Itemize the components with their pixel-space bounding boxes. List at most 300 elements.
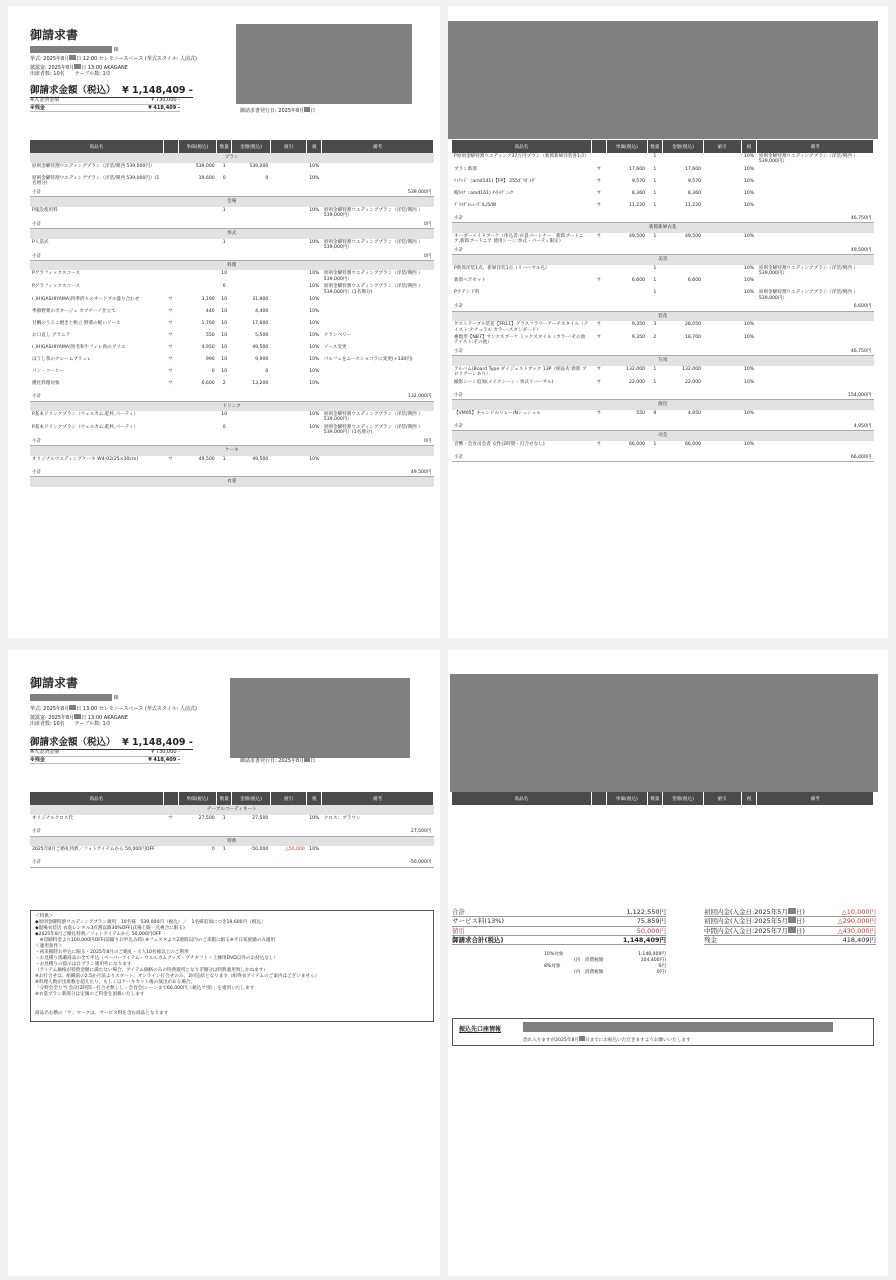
section-header-row	[30, 401, 434, 411]
service-mark: サ	[596, 335, 602, 341]
column-header	[591, 792, 607, 805]
remarks	[322, 320, 434, 332]
item-name: 【VM05】キャンドルリレー/Nシュシュル	[454, 410, 541, 416]
remarks	[757, 233, 874, 246]
section-name: 装花	[452, 311, 874, 321]
section-header-row	[452, 311, 874, 321]
quantity: 1	[222, 816, 226, 821]
subtotal-row	[30, 188, 434, 197]
reception-line: 披露宴: 2025年8月 日 13:00 AKAGANE	[30, 715, 128, 721]
section-name: 写真	[452, 356, 874, 366]
table-row	[452, 178, 874, 190]
unit-price: 9,570	[631, 178, 646, 184]
subtotal-row	[30, 827, 434, 836]
remarks: クロス：ブラウン	[323, 816, 361, 821]
discount	[270, 456, 306, 468]
column-header: 数量	[647, 140, 663, 153]
header-redaction	[450, 674, 878, 792]
quantity: 1	[653, 166, 657, 172]
subtotal-label: 小計	[30, 251, 163, 260]
discount	[270, 356, 306, 368]
section-name: 挙式	[30, 229, 434, 239]
item-name: ブラン新郎	[454, 166, 477, 172]
column-header: 商品名	[452, 140, 591, 153]
quantity: 1	[653, 178, 657, 184]
tax-rate: 10%	[309, 412, 320, 418]
tax-rate: 10%	[743, 190, 755, 196]
service-mark	[163, 163, 178, 175]
section-header-row	[30, 805, 434, 815]
service-mark: サ	[596, 379, 602, 385]
discount	[270, 308, 306, 320]
quantity: 10	[221, 309, 228, 315]
remarks: ソース変更	[323, 345, 347, 351]
subtotal-value: 49,500円	[163, 468, 433, 477]
subtotal-value: 0円	[163, 220, 433, 229]
unit-price: 539,000	[195, 164, 215, 169]
item-name: Pアテンド料	[454, 290, 480, 296]
amount: 18,700	[685, 335, 702, 341]
table-row	[30, 270, 434, 283]
quantity: 1	[222, 456, 226, 462]
amount	[663, 289, 703, 302]
invoice-total: 御請求金額（税込） ¥ 1,148,409 -	[30, 734, 193, 750]
quantity: 1	[653, 265, 657, 271]
tax-rate: 10%	[309, 424, 320, 430]
table-row	[452, 441, 874, 453]
table-row	[30, 846, 434, 858]
unit-price: 990	[205, 357, 215, 363]
column-header: 備考	[322, 140, 434, 153]
service-mark: サ	[168, 369, 173, 375]
quantity: 2	[653, 335, 657, 341]
discount	[270, 296, 306, 308]
subtotal-row	[30, 220, 434, 229]
table-row	[452, 202, 874, 214]
date-redaction	[788, 908, 796, 914]
remarks	[757, 277, 874, 289]
section-name: 演出	[452, 400, 874, 410]
unit-price: 49,500	[628, 233, 646, 239]
discount	[270, 163, 306, 175]
table-header-row	[30, 792, 434, 805]
totals-summary: 合計 1,122,550円 サービス料(13%) 75,859円 値引 50,000円 御請求合計(税込) 1,148,409円	[452, 908, 666, 944]
discount: △50,000	[285, 847, 305, 852]
service-mark: サ	[168, 357, 173, 363]
item-name: 音響・会食司会者 女性(2時間・打合せなし)	[454, 441, 545, 447]
column-header: 値引	[270, 140, 306, 153]
subtotal-value: 46,750円	[591, 214, 873, 223]
subtotal-value: 154,000円	[591, 391, 873, 400]
tax-rate: 10%	[743, 178, 755, 184]
item-name: ゲストテーブル装花【FR11】グラスフラワーアーチスタイル（テイスト:ナチュラル カラー:スタンダード）	[454, 322, 589, 333]
table-row	[30, 207, 434, 220]
quantity: 1	[653, 190, 657, 196]
remarks: 原則金曜特割ウエディングプラン（洋装/関西 ）539,000円）(1名増分)	[323, 284, 423, 295]
note-line: ※衣裳プラン新郎分は定価のご料金を頂載いたします	[35, 992, 145, 997]
subtotal-value: -50,000円	[163, 858, 433, 867]
discount	[703, 190, 741, 202]
tax-rate: 10%	[743, 154, 755, 159]
remarks: 原則金曜特割ウエディングプラン（洋装/関西 ）539,000円）	[758, 290, 858, 301]
column-header: 備考	[757, 792, 874, 805]
date-redaction	[788, 917, 796, 923]
tax-rate: 10%	[309, 297, 320, 303]
item-name: お口直し グラニテ	[32, 333, 71, 339]
remarks	[757, 190, 874, 202]
remarks: 原則金曜特割ウエディングプラン（洋装/関西 ）539,000円）	[323, 412, 423, 423]
unit-price: 49,500	[198, 456, 215, 462]
table-row	[452, 334, 874, 347]
items-table	[452, 140, 874, 462]
subtotal-row	[452, 391, 874, 400]
discount	[270, 380, 306, 392]
table-row	[452, 277, 874, 289]
notes-box	[30, 910, 434, 1022]
amount	[232, 239, 271, 252]
section-header-row	[30, 446, 434, 456]
table-row	[30, 296, 434, 308]
amount: 31,900	[252, 297, 269, 303]
remarks	[757, 441, 874, 453]
remarks	[322, 308, 434, 320]
invoice-title: 御請求書	[30, 28, 79, 42]
subtotal-label: 小計	[30, 827, 163, 836]
tax-rate: 10%	[743, 322, 755, 328]
remarks	[757, 334, 874, 347]
service-mark	[163, 283, 178, 296]
section-name: 特典	[30, 836, 434, 846]
customer-line	[30, 46, 119, 54]
item-name: 甘鯛のうろこ焼きと帆立 野菜の軽いソース	[32, 321, 121, 327]
item-name: Pグラフィックスコース	[32, 284, 81, 290]
subtotal-row	[30, 468, 434, 477]
subtotal-row	[30, 392, 434, 401]
subtotal-value: 46,750円	[591, 347, 873, 356]
item-name: 季節野菜のポタージュ カプチーノ仕立て	[32, 309, 116, 315]
remarks	[757, 178, 874, 190]
column-header: 税	[741, 140, 757, 153]
amount: 13,200	[252, 381, 269, 387]
column-header: 数量	[647, 792, 663, 805]
item-name: 撮影シーン追加(メイクシーン・挙式リハーサル)	[454, 379, 554, 385]
quantity: 10	[221, 297, 228, 303]
unit-price: 27,500	[198, 816, 215, 821]
table-row	[452, 153, 874, 166]
amount: 132,000	[682, 366, 702, 372]
item-name: 原則金曜特割ウエディングプラン（洋装/関西 539,000円）	[32, 164, 155, 169]
column-header: 金額(税込)	[663, 140, 703, 153]
section-header-row	[30, 260, 434, 270]
discount	[270, 332, 306, 344]
unit-price	[607, 265, 647, 278]
unit-price: 19,600	[198, 176, 215, 181]
amount: 17,600	[252, 321, 269, 327]
unit-price	[178, 411, 217, 424]
subtotal-label: 小計	[452, 347, 591, 356]
remarks: 原則金曜特割ウエディングプラン（洋装/関西 ）539,000円）(1名増分)	[323, 424, 423, 436]
quantity: 0	[222, 424, 226, 430]
remarks	[322, 175, 434, 188]
subtotal-label: 小計	[30, 437, 163, 446]
unit-price: 440	[205, 309, 215, 315]
unit-price: 0	[211, 847, 215, 852]
discount	[270, 344, 306, 356]
subtotal-label: 小計	[30, 858, 163, 867]
service-mark: サ	[168, 345, 173, 351]
service-mark: サ	[168, 309, 173, 315]
table-row	[30, 815, 434, 827]
column-header: 備考	[322, 792, 434, 805]
service-mark	[163, 175, 178, 188]
column-header: 単価(税込)	[607, 792, 647, 805]
amount	[232, 424, 271, 437]
remarks	[322, 380, 434, 392]
section-header-row	[452, 400, 874, 410]
section-name: 会場	[30, 197, 434, 207]
service-mark	[591, 153, 607, 166]
remarks: クランベリー	[323, 333, 352, 339]
discount	[270, 283, 306, 296]
column-header: 数量	[217, 140, 232, 153]
item-name: パン・コーヒー	[32, 369, 64, 375]
remarks	[757, 410, 874, 422]
tax-rate: 10%	[743, 441, 755, 447]
unit-price: 9,350	[631, 335, 646, 341]
discount	[270, 270, 306, 283]
column-header	[163, 140, 178, 153]
service-mark: サ	[168, 381, 173, 387]
unit-price: 22,000	[628, 379, 646, 385]
discount	[703, 289, 741, 302]
amount: 9,900	[255, 357, 269, 363]
subtotal-label: 小計	[30, 188, 163, 197]
customer-redaction	[30, 694, 112, 701]
unit-price	[607, 289, 647, 302]
tax-rate: 10%	[309, 284, 320, 290]
items-table	[452, 792, 874, 805]
unit-price: 1,760	[201, 321, 215, 327]
discount	[703, 441, 741, 453]
tax-rate: 10%	[309, 357, 320, 363]
tax-rate: 10%	[743, 410, 755, 416]
remarks	[322, 163, 434, 175]
table-row	[452, 366, 874, 379]
tax-rate: 10%	[309, 381, 320, 387]
unit-price	[178, 283, 217, 296]
service-mark: サ	[168, 297, 173, 303]
remarks: 原則金曜特割ウエディングプラン（洋装/関西 ）539,000円）	[758, 154, 858, 165]
discount	[270, 368, 306, 380]
amount	[663, 153, 703, 166]
tax-rate: 10%	[309, 176, 320, 181]
tax-rate: 10%	[309, 345, 320, 351]
remarks	[322, 846, 434, 858]
invoice-page-4	[448, 650, 888, 1276]
discount	[270, 320, 306, 332]
remarks	[757, 321, 874, 334]
item-name: 原則金曜特割ウエディングプラン（洋装/関西 539,000円）(1名増分)	[32, 176, 160, 187]
unit-price: 11,220	[628, 202, 646, 208]
subtotal-row	[452, 302, 874, 311]
section-name: 司会	[452, 431, 874, 441]
column-header: 金額(税込)	[663, 792, 703, 805]
remarks: 原則金曜特割ウエディングプラン（洋装/関西 ）539,000円）	[323, 271, 423, 282]
amount: 17,600	[685, 166, 702, 172]
unit-price	[178, 270, 217, 283]
tax-rate: 10%	[309, 239, 320, 245]
note-line: ・初来館時お申込に限る・2025年8月のご婚礼・大人10名様以上のご利用	[35, 950, 189, 955]
tax-rate: 10%	[743, 278, 755, 284]
section-header-row	[452, 431, 874, 441]
table-row	[30, 456, 434, 468]
section-name: テーブルコーディネート	[30, 805, 434, 815]
tax-rate: 10%	[309, 456, 320, 462]
tax-breakdown: 10%対象 1,148,409円 (内 消費税額 104,400円) 8%対象 0円 (内 消費税額 0円)	[544, 952, 666, 975]
quantity: 0	[222, 284, 226, 290]
tax-rate: 10%	[743, 366, 755, 372]
item-name: オリジナルウエディングケーキ W4-02(25×30cm)	[32, 456, 139, 462]
quantity: 1	[653, 379, 657, 385]
item-name: P基本ドリンクプラン（ウェルカム,乾杯,パーティ）	[32, 412, 139, 418]
service-mark: サ	[168, 456, 173, 462]
unit-price: 4,950	[201, 345, 215, 351]
item-name: (.)HIGASHIYAMA)黒毛和牛フィレ肉のグリエ	[32, 345, 126, 351]
amount: 4,400	[255, 309, 269, 315]
discount	[703, 410, 741, 422]
amount: 49,500	[252, 456, 269, 462]
section-header-row	[452, 223, 874, 233]
discount	[703, 277, 741, 289]
unit-price: 132,000	[626, 366, 646, 372]
quantity: 1	[222, 207, 226, 213]
service-mark: サ	[596, 366, 602, 372]
guests-line: 出席者数: 10名 テーブル数: 1卓	[30, 721, 111, 727]
column-header: 値引	[703, 792, 741, 805]
company-logo-redaction	[230, 678, 410, 758]
table-row	[452, 379, 874, 391]
table-row	[30, 239, 434, 252]
bank-info-box	[452, 1018, 874, 1046]
discount	[270, 411, 306, 424]
table-header-row	[30, 140, 434, 153]
tax-rate: 10%	[743, 379, 755, 385]
unit-price: 550	[636, 410, 646, 416]
item-name: ﾘﾐﾃｯﾄﾞ（amd141)【FP】 255ﾎﾞﾂﾎﾞﾙﾀﾞ	[454, 178, 537, 184]
section-header-row	[30, 153, 434, 163]
discount	[703, 379, 741, 391]
service-mark	[163, 424, 178, 437]
table-row	[452, 321, 874, 334]
item-name: P新郎洋装1点、新婦洋装1点（リハーサル込）	[454, 265, 550, 271]
service-mark: サ	[596, 278, 602, 284]
tax-rate: 10%	[743, 265, 755, 271]
section-header-row	[452, 255, 874, 265]
subtotal-value: 539,000円	[163, 188, 433, 197]
unit-price	[178, 207, 217, 220]
item-name: P基本ドリンクプラン（ウェルカム,乾杯,パーティ）	[32, 424, 139, 430]
unit-price: 8,360	[631, 190, 646, 196]
unit-price: 3,190	[201, 297, 215, 303]
subtotal-label: 小計	[452, 246, 591, 255]
remarks	[757, 166, 874, 178]
item-name: P施設使用料	[32, 207, 58, 213]
invoice-page-2	[448, 6, 888, 638]
issue-date: 御請求書発行日: 2025年8月 日	[240, 108, 316, 114]
column-header: 金額(税込)	[232, 140, 271, 153]
remarks: パルフェをムースショコラに変更(+330円)	[323, 357, 413, 363]
table-row	[30, 320, 434, 332]
remarks	[322, 296, 434, 308]
note-line: ＜特典＞	[35, 914, 54, 919]
amount: 22,000	[685, 379, 702, 385]
service-mark	[163, 207, 178, 220]
subtotal-value: 0円	[163, 437, 433, 446]
note-line: ※料理人数が出席数を超えたり、もしくはケーキカット後の演出がある場合、	[35, 980, 195, 985]
bank-account-redaction	[523, 1022, 833, 1032]
bank-label: 振込先口座情報	[459, 1026, 502, 1033]
quantity: 1	[653, 202, 657, 208]
unit-price	[607, 153, 647, 166]
remarks: 原則金曜特割ウエディングプラン（洋装/関西 ）539,000円）	[323, 239, 423, 251]
service-mark: サ	[596, 166, 602, 172]
table-row	[30, 356, 434, 368]
amount: 4,950	[687, 410, 702, 416]
item-name: 2025年8月ご婚礼特典／フォトアイテムから 50,000円OFF	[32, 847, 155, 852]
amount: 9,570	[687, 178, 702, 184]
tax-rate: 10%	[743, 335, 755, 341]
service-mark	[163, 411, 178, 424]
discount	[270, 239, 306, 252]
unit-price: 66,000	[628, 441, 646, 447]
service-mark	[591, 289, 607, 302]
item-name: アルバム(Board Type ダイジェストブック 13P（納品先:新郎 プロリアーンあり）	[454, 366, 587, 378]
ceremony-line: 挙式: 2025年8月 日 13:00 セレモニースペース (挙式スタイル: 人前式)	[30, 706, 197, 712]
item-name: 複数形【NB7】サンクスブーケ ミックスタイル（カラー:その他 テイスト:その他）	[454, 335, 586, 346]
customer-line: 様	[30, 694, 119, 702]
subtotal-label: 小計	[452, 302, 591, 311]
table-row	[30, 344, 434, 356]
table-row	[452, 166, 874, 178]
amount: 0	[265, 176, 269, 181]
subtotal-row	[452, 347, 874, 356]
discount	[703, 334, 741, 347]
unit-price: 0	[211, 369, 215, 375]
discount	[703, 321, 741, 334]
item-name: ﾌﾞﾗｲﾀﾞﾙｼｭｰｽﾞ/L/5/W	[454, 202, 497, 208]
company-logo-redaction	[236, 24, 412, 104]
bank-note: 恐れ入りますが2025年8月 日までにお振込いただきますようお願いいたします	[523, 1038, 691, 1043]
column-header: 値引	[270, 792, 306, 805]
service-mark: サ	[596, 322, 602, 328]
quantity: 3	[653, 322, 657, 328]
subtotal-row	[30, 858, 434, 867]
invoice-title: 御請求書	[30, 676, 79, 690]
discount	[703, 233, 741, 246]
quantity: 1	[653, 154, 657, 159]
quantity: 10	[221, 271, 228, 277]
note-line: ※印刷料金より100,000円OFF(前撮りお申込み時) ※フェスタより2週間以内のご来館に限る※平日家族婚のみ適用	[35, 938, 276, 943]
discount	[703, 265, 741, 278]
amount	[232, 207, 271, 220]
discount	[703, 202, 741, 214]
subtotal-row	[452, 453, 874, 462]
tax-rate: 10%	[309, 271, 320, 277]
subtotal-label: 小計	[30, 220, 163, 229]
amount	[232, 283, 271, 296]
note-line: （アイテム価格が特典金額に満たない場合、アイテム価格のみの特典適用となり差額分は特典適用致しかねます）	[35, 968, 268, 973]
column-header: 金額(税込)	[232, 792, 271, 805]
